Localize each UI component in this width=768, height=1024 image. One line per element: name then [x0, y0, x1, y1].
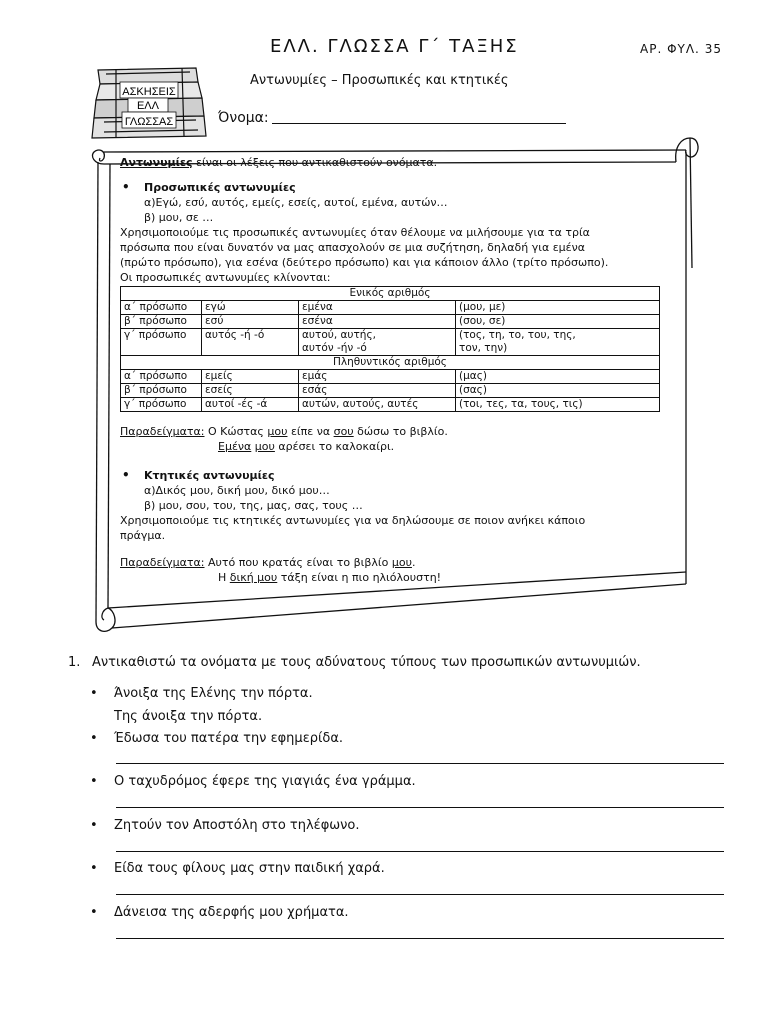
books-logo-icon: [86, 62, 210, 142]
text: αρέσει το καλοκαίρι.: [274, 440, 395, 453]
answer-line[interactable]: [116, 807, 724, 808]
answer-line[interactable]: [116, 851, 724, 852]
table-row: [121, 398, 660, 412]
cell: εσύ: [202, 315, 299, 329]
possessive-explanation-1: Χρησιμοποιούμε τις κτητικές αντωνυμίες για να δηλώσουμε σε ποιον ανήκει κάποιο: [120, 514, 586, 527]
underlined-word: Εμένα: [218, 440, 252, 453]
cell: εσένα: [299, 315, 456, 329]
theory-box: [120, 155, 665, 585]
bullet-icon: •: [90, 818, 98, 833]
example-sentence: Άνοιξα της Ελένης την πόρτα.: [114, 686, 313, 701]
exercise-sentence: Δάνεισα της αδερφής μου χρήματα.: [114, 905, 349, 920]
text: Αυτό που κρατάς είναι το βιβλίο: [204, 556, 392, 569]
cell-line: τον, την): [459, 342, 508, 354]
cell: (σου, σε): [456, 315, 660, 329]
examples-possessive-line-2: [120, 570, 665, 585]
table-row: [121, 370, 660, 384]
possessive-a: α)Δικός μου, δική μου, δικό μου…: [144, 484, 330, 497]
possessive-heading: • Κτητικές αντωνυμίες: [120, 468, 665, 483]
table-row: [121, 315, 660, 329]
underlined-word: μου: [391, 556, 412, 569]
sheet-number: ΑΡ. ΦΥΛ. 35: [640, 42, 722, 56]
cell: [299, 329, 456, 356]
personal-a: α)Εγώ, εσύ, αυτός, εμείς, εσείς, αυτοί, εμένα, αυτών…: [144, 196, 448, 209]
personal-explanation-3: (πρώτο πρόσωπο), για εσένα (δεύτερο πρόσωπο) και για κάποιον άλλο (τρίτο πρόσωπο).: [120, 256, 609, 269]
table-row: [121, 301, 660, 315]
cell: εγώ: [202, 301, 299, 315]
personal-heading: • Προσωπικές αντωνυμίες: [120, 180, 665, 195]
cell: εμείς: [202, 370, 299, 384]
cell: γ΄ πρόσωπο: [121, 398, 202, 412]
logo-text-1: ΑΣΚΗΣΕΙΣ: [122, 86, 176, 98]
logo-text-3: ΓΛΩΣΣΑΣ: [124, 116, 174, 128]
bullet-icon: •: [90, 905, 98, 920]
cell: αυτός -ή -ό: [202, 329, 299, 356]
pronoun-table: [120, 286, 660, 412]
name-answer-line[interactable]: [272, 123, 566, 124]
text: .: [411, 556, 416, 569]
bullet-icon: •: [90, 731, 98, 746]
personal-b: β) μου, σε …: [144, 211, 214, 224]
plural-header: Πληθυντικός αριθμός: [121, 356, 660, 370]
bullet-icon: •: [90, 686, 98, 701]
example-answer: Της άνοιξα την πόρτα.: [114, 709, 263, 724]
cell: (μου, με): [456, 301, 660, 315]
exercise-number: 1.: [68, 655, 81, 670]
text: τάξη είναι η πιο ηλιόλουστη!: [277, 571, 442, 584]
examples-label: Παραδείγματα:: [120, 425, 205, 438]
personal-explanation-2: πρόσωπα που είναι δυνατόν να μας απασχολούν σε μια συζήτηση, δηλαδή για εμένα: [120, 241, 586, 254]
text: δώσω το βιβλίο.: [353, 425, 448, 438]
underlined-word: μου: [267, 425, 288, 438]
singular-header: Ενικός αριθμός: [121, 287, 660, 301]
text: Ο Κώστας: [204, 425, 268, 438]
text: Η: [218, 571, 230, 584]
cell: (σας): [456, 384, 660, 398]
bullet-icon: •: [90, 861, 98, 876]
cell-line: αυτόν -ήν -ό: [302, 342, 367, 354]
examples-personal-line-1: [120, 424, 665, 439]
cell: εμένα: [299, 301, 456, 315]
name-label: Όνομα:: [218, 110, 269, 126]
cell: εσάς: [299, 384, 456, 398]
exercise-sentence: Έδωσα του πατέρα την εφημερίδα.: [114, 731, 344, 746]
logo-text-2: ΕΛΛ: [136, 100, 160, 112]
underlined-word: δική μου: [229, 571, 278, 584]
intro-text: είναι οι λέξεις που αντικαθιστούν ονόματα.: [192, 156, 438, 169]
cell: αυτοί -ές -ά: [202, 398, 299, 412]
worksheet-subtitle: Αντωνυμίες – Προσωπικές και κτητικές: [250, 73, 509, 88]
personal-explanation-1: Χρησιμοποιούμε τις προσωπικές αντωνυμίες όταν θέλουμε να μιλήσουμε για τα τρία: [120, 226, 590, 239]
examples-personal-line-2: [120, 439, 665, 454]
cell: (τοι, τες, τα, τους, τις): [456, 398, 660, 412]
cell: β΄ πρόσωπο: [121, 315, 202, 329]
examples-label: Παραδείγματα:: [120, 556, 205, 569]
worksheet-title: ΕΛΛ. ΓΛΩΣΣΑ Γ΄ ΤΑΞΗΣ: [270, 36, 519, 57]
text: είπε να: [287, 425, 334, 438]
cell: α΄ πρόσωπο: [121, 370, 202, 384]
cell: αυτών, αυτούς, αυτές: [299, 398, 456, 412]
answer-line[interactable]: [116, 894, 724, 895]
table-row: [121, 384, 660, 398]
cell: εμάς: [299, 370, 456, 384]
underlined-word: μου: [254, 440, 275, 453]
cell-line: (τος, τη, το, του, της,: [459, 329, 576, 341]
intro-term: Αντωνυμίες: [120, 156, 193, 169]
answer-line[interactable]: [116, 763, 724, 764]
exercise-instruction-text: Αντικαθιστώ τα ονόματα με τους αδύνατους τύπους των προσωπικών αντωνυμιών.: [92, 655, 641, 670]
exercise-sentence: Ζητούν τον Αποστόλη στο τηλέφωνο.: [114, 818, 360, 833]
cell: εσείς: [202, 384, 299, 398]
bullet-icon: •: [90, 774, 98, 789]
declension-note: Οι προσωπικές αντωνυμίες κλίνονται:: [120, 271, 331, 284]
cell: (μας): [456, 370, 660, 384]
table-row: [121, 329, 660, 356]
cell: α΄ πρόσωπο: [121, 301, 202, 315]
exercise-sentence: Είδα τους φίλους μας στην παιδική χαρά.: [114, 861, 385, 876]
cell-line: αυτού, αυτής,: [302, 329, 376, 341]
exercise-sentence: Ο ταχυδρόμος έφερε της γιαγιάς ένα γράμμα.: [114, 774, 416, 789]
underlined-word: σου: [333, 425, 354, 438]
cell: [456, 329, 660, 356]
examples-possessive-line-1: [120, 555, 665, 570]
cell: β΄ πρόσωπο: [121, 384, 202, 398]
possessive-explanation-2: πράγμα.: [120, 529, 166, 542]
answer-line[interactable]: [116, 938, 724, 939]
cell: γ΄ πρόσωπο: [121, 329, 202, 356]
possessive-b: β) μου, σου, του, της, μας, σας, τους …: [144, 499, 363, 512]
